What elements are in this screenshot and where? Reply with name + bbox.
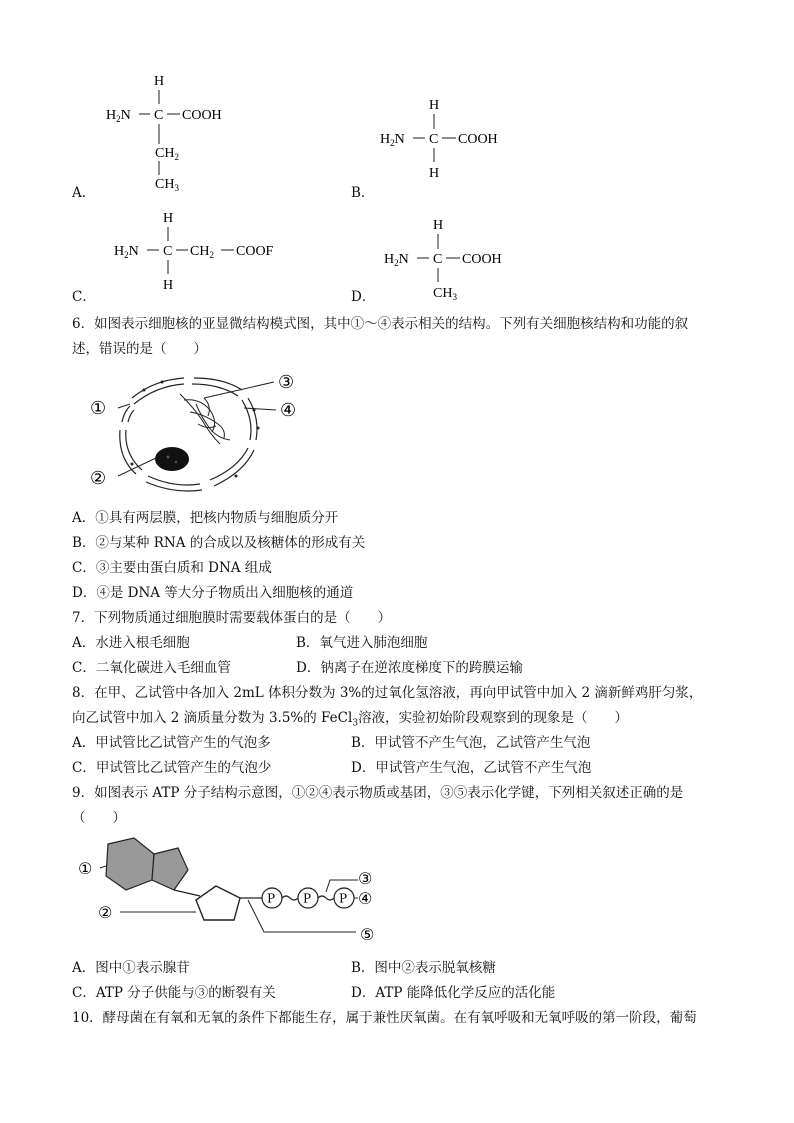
q5-formula-c [108,206,298,296]
q7-option-a: A．水进入根毛细胞 [72,635,190,651]
q8-option-b: B．甲试管不产生气泡，乙试管产生气泡 [351,735,591,751]
q8-option-a: A．甲试管比乙试管产生的气泡多 [72,735,271,751]
label-4: ④ [280,400,297,421]
label-3: ③ [278,372,295,393]
q7-stem: 7．下列物质通过细胞膜时需要载体蛋白的是（ ） [72,610,392,626]
nucleolus [155,447,189,471]
svg-text:COOF: COOF [236,244,274,259]
label-2: ② [90,468,107,489]
q6-option-c: C．③主要由蛋白质和 DNA 组成 [72,560,272,576]
q7-option-d: D．钠离子在逆浓度梯度下的跨膜运输 [296,660,523,676]
q5-option-d-letter: D． [351,289,376,305]
q8-stem-line2: 向乙试管中加入 2 滴质量分数为 3.5%的 FeCl$_3$溶液，实验初始阶段观察到的现象是（ ） [72,710,629,729]
svg-text:CH2: $CH_2$ [190,244,214,260]
q6-stem-line2: 述，错误的是（ ） [72,341,207,357]
atp-label-3: ③ [358,869,373,888]
q9-option-a: A．图中①表示腺苷 [72,960,190,976]
svg-text:C: C [433,252,443,267]
q5-formula-d [378,212,538,304]
q9-option-c: C．ATP 分子供能与③的断裂有关 [72,985,276,1001]
svg-text:C: C [429,132,439,147]
label-1: ① [90,398,107,419]
svg-text:H: H [163,211,174,226]
q5-option-a-letter: A． [72,185,96,201]
atp-label-1: ① [78,859,93,878]
svg-text:H2N: $H_2N$ [384,252,409,268]
q8-option-d: D．甲试管产生气泡，乙试管不产生气泡 [351,760,592,776]
q8-option-c: C．甲试管比乙试管产生的气泡少 [72,760,272,776]
svg-text:P: P [303,891,312,906]
q5-formula-a [100,68,260,196]
svg-text:COOH: COOH [458,132,498,147]
svg-text:COOH: COOH [462,252,502,267]
atp-diagram [76,834,386,946]
q10-stem-line1: 10．酵母菌在有氧和无氧的条件下都能生存，属于兼性厌氧菌。在有氧呼吸和无氧呼吸的第一阶段，葡萄 [72,1010,697,1026]
q9-stem-line2: （ ） [72,810,126,826]
q7-option-c: C．二氧化碳进入毛细血管 [72,660,231,676]
svg-text:H: H [429,166,440,181]
svg-text:CH3: $CH_3$ [433,286,457,302]
nucleus-diagram [84,368,314,500]
svg-text:H2N: $H_2N$ [114,244,139,260]
q5-option-b-letter: B． [351,185,375,201]
svg-text:CH2: $CH_2$ [155,146,179,162]
svg-text:P: P [267,891,276,906]
q5a-top-h: H [154,74,165,89]
q8-stem-line1: 8．在甲、乙试管中各加入 2mL 体积分数为 3%的过氧化氢溶液，再向甲试管中加入 2 滴新鲜鸡肝匀浆， [72,685,703,701]
q9-option-d: D．ATP 能降低化学反应的活化能 [351,985,556,1001]
svg-text:C: C [154,108,164,123]
q6-option-d: D．④是 DNA 等大分子物质出入细胞核的通道 [72,585,354,601]
adenine-pentagon [152,848,188,890]
svg-text:P: P [339,891,348,906]
atp-label-5: ⑤ [360,925,375,944]
ribose-pentagon [196,886,240,920]
svg-text:H: H [163,278,174,293]
q9-option-b: B．图中②表示脱氧核糖 [351,960,496,976]
svg-text:H2N: $H_2N$ [106,108,131,124]
svg-text:H: H [429,98,440,113]
q5-option-c-letter: C． [72,289,96,305]
svg-text:C: C [163,244,173,259]
svg-text:H: H [433,218,444,233]
atp-label-4: ④ [358,889,373,908]
chromatin [180,394,230,444]
svg-text:H2N: $H_2N$ [380,132,405,148]
q6-option-b: B．②与某种 RNA 的合成以及核糖体的形成有关 [72,535,366,551]
q9-stem-line1: 9．如图表示 ATP 分子结构示意图，①②④表示物质或基团，③⑤表示化学键，下列相关叙述正确的是 [72,785,684,801]
q5-formula-b [374,92,534,188]
svg-text:CH3: $CH_3$ [155,177,179,193]
adenine-hexagon [106,838,154,890]
q5a-cooh: COOH [182,108,222,123]
q7-option-b: B．氧气进入肺泡细胞 [296,635,428,651]
q6-stem-line1: 6．如图表示细胞核的亚显微结构模式图，其中①～④表示相关的结构。下列有关细胞核结构和功能的叙 [72,316,689,332]
q6-option-a: A．①具有两层膜，把核内物质与细胞质分开 [72,510,339,526]
atp-label-2: ② [98,903,113,922]
